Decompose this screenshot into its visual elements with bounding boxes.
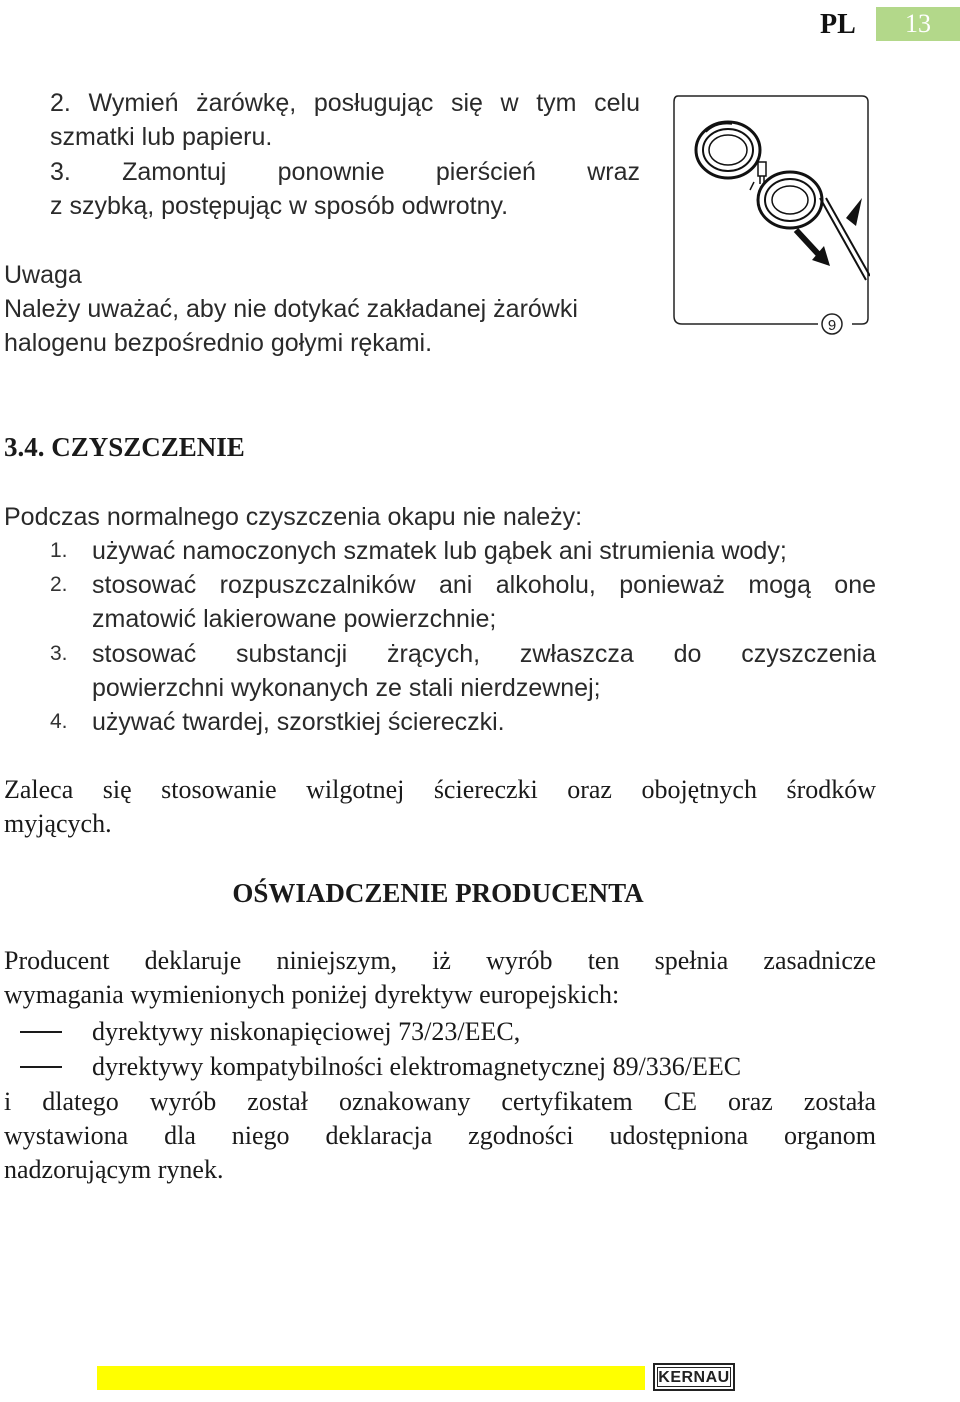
cleaning-heading-text: 3.4. CZYSZCZENIE bbox=[4, 432, 245, 462]
item-3-line-1: stosować substancji żrących, zwłaszcza do czyszczenia bbox=[92, 640, 876, 668]
item-3-line-2: powierzchni wykonanych ze stali nierdzewnej; bbox=[92, 674, 601, 702]
item-2-line-1: stosować rozpuszczalników ani alkoholu, ponieważ mogą one bbox=[92, 571, 876, 599]
warning-line-2: halogenu bezpośrednio gołymi rękami. bbox=[4, 329, 433, 357]
bulb-ring-illustration bbox=[670, 90, 870, 336]
step-3-line-1: 3. Zamontuj ponownie pierścień wraz bbox=[50, 158, 640, 186]
step-3-line-2: z szybką, postępując w sposób odwrotny. bbox=[50, 192, 509, 220]
language-code: PL bbox=[820, 9, 856, 40]
directive-2: dyrektywy kompatybilności elektromagnetycznej 89/336/EEC bbox=[92, 1052, 742, 1081]
declaration-line-5: nadzorującym rynek. bbox=[4, 1155, 224, 1184]
item-2-number: 2. bbox=[50, 573, 68, 596]
bulb-replacement-figure bbox=[670, 90, 870, 336]
item-4-number: 4. bbox=[50, 710, 68, 733]
item-3-number: 3. bbox=[50, 642, 68, 665]
page-number-badge: 13 bbox=[876, 7, 960, 41]
brand-logo-text: KERNAU bbox=[658, 1369, 730, 1386]
item-4-line-1: używać twardej, szorstkiej ściereczki. bbox=[92, 708, 505, 736]
recommendation-line-2: myjących. bbox=[4, 809, 112, 838]
item-2-line-2: zmatowić lakierowane powierzchnie; bbox=[92, 605, 497, 633]
directive-1: dyrektywy niskonapięciowej 73/23/EEC, bbox=[92, 1017, 521, 1046]
declaration-line-2: wymagania wymienionych poniżej dyrektyw europejskich: bbox=[4, 980, 620, 1009]
declaration-line-1: Producent deklaruje niniejszym, iż wyrób ten spełnia zasadnicze bbox=[4, 946, 876, 975]
recommendation-line-1: Zaleca się stosowanie wilgotnej ściereczki oraz obojętnych środków bbox=[4, 775, 876, 804]
step-2-line-2: szmatki lub papieru. bbox=[50, 123, 273, 151]
declaration-line-4: wystawiona dla niego deklaracja zgodności udostępniona organom bbox=[4, 1121, 876, 1150]
figure-label: 9 bbox=[827, 317, 837, 334]
brand-logo bbox=[653, 1363, 735, 1391]
list-dash-1 bbox=[20, 1031, 62, 1033]
declaration-heading: OŚWIADCZENIE PRODUCENTA bbox=[232, 878, 644, 908]
step-2-line-1: 2. Wymień żarówkę, posługując się w tym celu bbox=[50, 89, 640, 117]
cleaning-heading bbox=[4, 430, 245, 464]
declaration-line-3: i dlatego wyrób został oznakowany certyfikatem CE oraz została bbox=[4, 1087, 876, 1116]
footer-accent-bar bbox=[97, 1366, 645, 1390]
warning-line-1: Należy uważać, aby nie dotykać zakładanej żarówki bbox=[4, 295, 578, 323]
cleaning-intro: Podczas normalnego czyszczenia okapu nie należy: bbox=[4, 503, 583, 531]
item-1-line-1: używać namoczonych szmatek lub gąbek ani strumienia wody; bbox=[92, 537, 787, 565]
item-1-number: 1. bbox=[50, 539, 68, 562]
list-dash-2 bbox=[20, 1066, 62, 1068]
warning-title: Uwaga bbox=[4, 261, 82, 289]
